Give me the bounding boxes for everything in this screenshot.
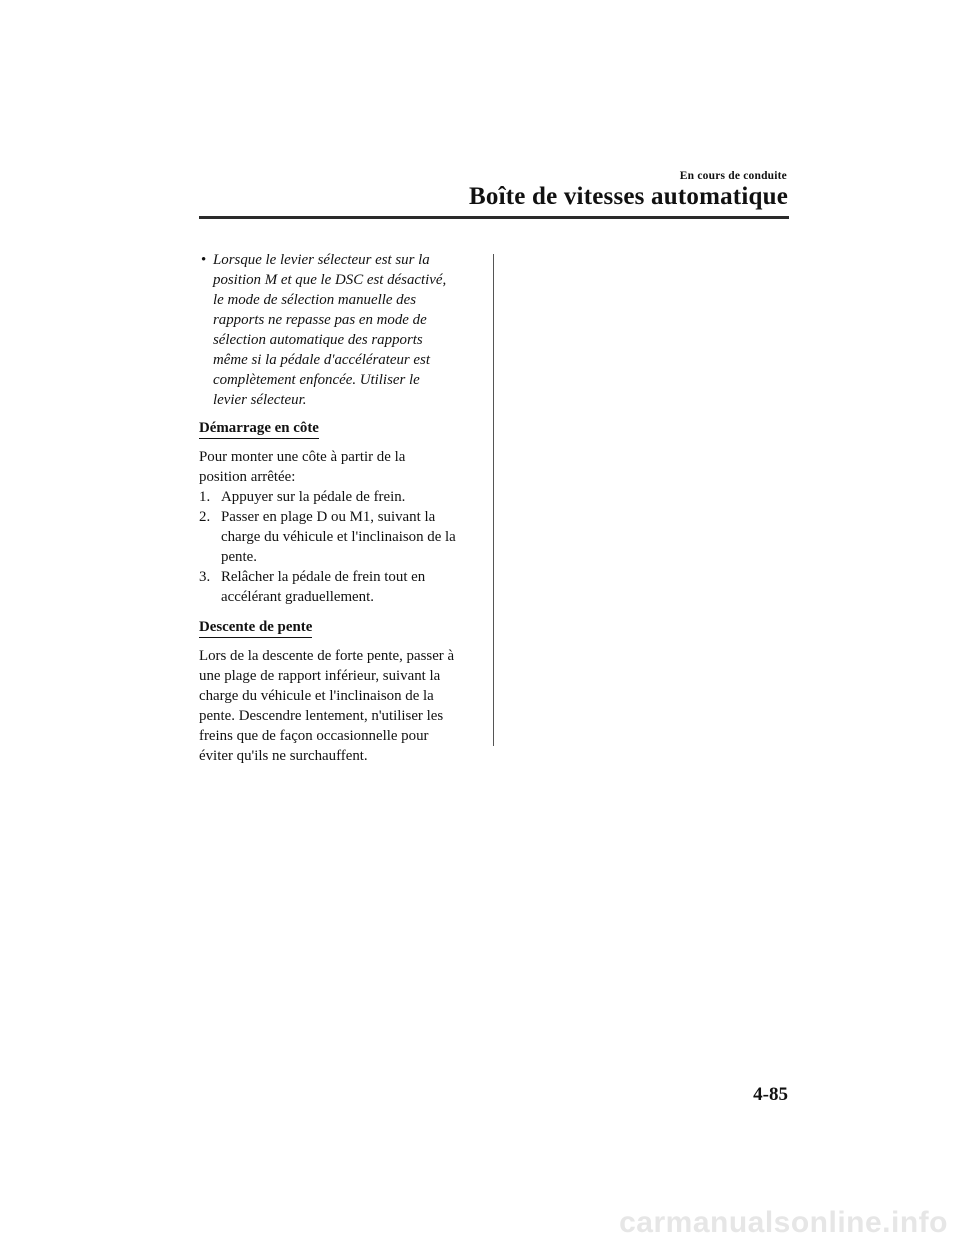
note-line: Lorsque le levier sélecteur est sur la xyxy=(213,252,430,268)
step-line: charge du véhicule et l'inclinaison de la xyxy=(221,529,456,545)
descent-line: charge du véhicule et l'inclinaison de la xyxy=(199,688,434,704)
descent-heading: Descente de pente xyxy=(199,619,312,638)
step-number: 2. xyxy=(199,509,211,525)
descent-line: Lors de la descente de forte pente, passer à xyxy=(199,648,455,664)
descent-paragraph xyxy=(199,646,484,766)
page-number: 4-85 xyxy=(753,1084,788,1105)
section-label: En cours de conduite xyxy=(679,170,787,182)
note-line: rapports ne repasse pas en mode de xyxy=(213,312,427,328)
step-line: Passer en plage D ou M1, suivant la xyxy=(221,509,436,525)
step-number: 3. xyxy=(199,569,211,585)
hill-start-intro xyxy=(199,447,484,487)
note-line: levier sélecteur. xyxy=(213,392,307,408)
step-item xyxy=(199,567,484,607)
step-item xyxy=(199,487,484,507)
note-line: même si la pédale d'accélérateur est xyxy=(213,352,430,368)
page-title: Boîte de vitesses automatique xyxy=(469,183,788,210)
note-line: le mode de sélection manuelle des xyxy=(213,292,417,308)
note-line: sélection automatique des rapports xyxy=(213,332,423,348)
step-item xyxy=(199,507,484,567)
descent-line: une plage de rapport inférieur, suivant la xyxy=(199,668,441,684)
step-line: accélérant graduellement. xyxy=(221,589,374,605)
watermark: carmanualsonline.info xyxy=(619,1206,948,1239)
intro-line: position arrêtée: xyxy=(199,469,296,485)
note-item xyxy=(199,250,484,410)
step-number: 1. xyxy=(199,489,211,505)
descent-line: éviter qu'ils ne surchauffent. xyxy=(199,748,368,764)
step-line: Relâcher la pédale de frein tout en xyxy=(221,569,426,585)
descent-line: freins que de façon occasionnelle pour xyxy=(199,728,429,744)
note-line: position M et que le DSC est désactivé, xyxy=(213,272,447,288)
descent-line: pente. Descendre lentement, n'utiliser les xyxy=(199,708,444,724)
hill-start-heading: Démarrage en côte xyxy=(199,420,319,439)
left-column xyxy=(199,250,484,766)
column-divider xyxy=(493,254,494,746)
bullet-icon: • xyxy=(201,252,207,268)
step-line: pente. xyxy=(221,549,257,565)
step-line: Appuyer sur la pédale de frein. xyxy=(221,489,406,505)
intro-line: Pour monter une côte à partir de la xyxy=(199,449,406,465)
note-line: complètement enfoncée. Utiliser le xyxy=(213,372,420,388)
header-divider xyxy=(199,216,789,219)
